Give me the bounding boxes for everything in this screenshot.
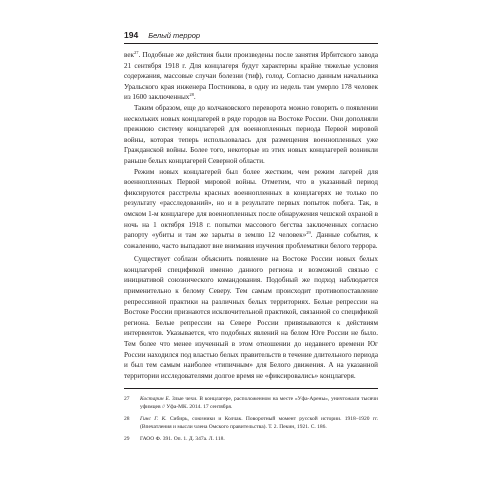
footnote-ref[interactable]: 27 <box>133 50 139 55</box>
paragraph-text: Таким образом, еще до колчаковского переворота можно говорить о появлении нескольких новых концлагерей в ряде городов на Востоке России. Они дополняли прежнюю систему концлагерей для военнопленных периода Первой мировой войны, которая теперь использовалась для размещения военнопленных уже Гражданской войны. Более того, некоторые из этих новых концлагерей возникли раньше белых концлагерей Северной области. <box>124 103 378 165</box>
footnote-ref[interactable]: 28 <box>189 92 194 98</box>
footnote-number: 29 <box>124 436 130 443</box>
page-number: 194 <box>124 30 139 40</box>
paragraph-text: . Подобные же действия были произведены после занятия Ирбитского завода 21 сентября 1918 г. Для концлагеря будут характерны крайне тяжелые условия содержания, массовые случаи болезни (тиф), голод. Согласно данным начальника Уральского края инженера Постникова, в одну из недель там умерло 178 человек из 1600 заключенных <box>124 51 378 102</box>
footnote <box>124 435 378 443</box>
footnote <box>124 395 378 411</box>
paragraph-text: век <box>124 51 134 59</box>
paragraph-text: Режим новых концлагерей был более жестким, чем режим лагерей для военнопленных Первой мировой войны. Отметим, что в указанный период фиксируются расстрелы красных военнопленных в концлагерях не только по результату «расследований», но и в результате первых попыток побега. Так, в омском 1-м концлагере для военнопленных после обнаружения чешской охраной в ночь на 1 октября 1918 г. попытки массового бегства заключенных согласно рапорту «убиты и там же зарыты в землю 12 человек» <box>124 167 378 240</box>
footnotes <box>124 388 378 443</box>
footnote-body: ГАОО Ф. 391. Оп. 1. Д. 347а. Л. 118. <box>140 436 225 443</box>
footnote-author: Костарин Е. <box>140 396 171 403</box>
paragraph-text: . <box>193 93 196 102</box>
footnote-body: Сибирь, союзники и Колчак. Поворотный момент русской истории. 1918–1920 гг. (Впечатления и мысли члена Омского правительства). Т. 2. Пекин, 1921. С. 186. <box>140 416 378 431</box>
paragraph <box>124 103 378 167</box>
paragraph <box>124 167 378 252</box>
footnote-text <box>140 395 378 411</box>
footnote-text <box>140 415 378 431</box>
footnote-number: 27 <box>124 396 130 403</box>
body-text <box>124 50 378 381</box>
footnote-body: Злые чехи. В концлагере, расположенном на месте «Уфа-Арены», уничтожали тысячи уфимцев // Уфа-МК. 2014. 17 сентября. <box>140 396 379 411</box>
footnote-author: Гинс Г. К. <box>140 416 167 423</box>
running-title: Белый террор <box>148 31 201 40</box>
footnote <box>124 415 378 431</box>
paragraph <box>124 254 378 381</box>
footnote-number: 28 <box>124 416 130 423</box>
footnote-ref[interactable]: 29 <box>306 230 311 236</box>
paragraph-text: . Данные события, к сожалению, часто выпадают вне внимания изучения проблематики белого террора. <box>124 231 378 250</box>
running-head <box>124 30 378 44</box>
book-page <box>124 30 378 447</box>
footnote-text <box>140 435 378 443</box>
paragraph <box>124 50 378 103</box>
paragraph-text: Существует соблазн объяснить появление на Востоке России новых белых концлагерей спецификой именно данного региона и возможной связью с инициативой союзнического командования. Подобный же подход наблюдается применительно к белому Северу. Тем самым происходит противопоставление репрессивной практики на различных белых территориях. Белые репрессии на Востоке России признаются исключительной практикой, связанной со спецификой региона. Белые репрессии на Севере России привязываются к действиям интервентов. Указывается, что подобных явлений на белом Юге России не было. Тем более что менее изученный в этом отношении до недавнего времени Юг России находился под властью белых правительств в течение длительного периода и был тем самым наиболее «типичным» для Белого движения. А на указанной территории исследователями долгое время не «фиксировались» концлагеря. <box>124 255 378 380</box>
